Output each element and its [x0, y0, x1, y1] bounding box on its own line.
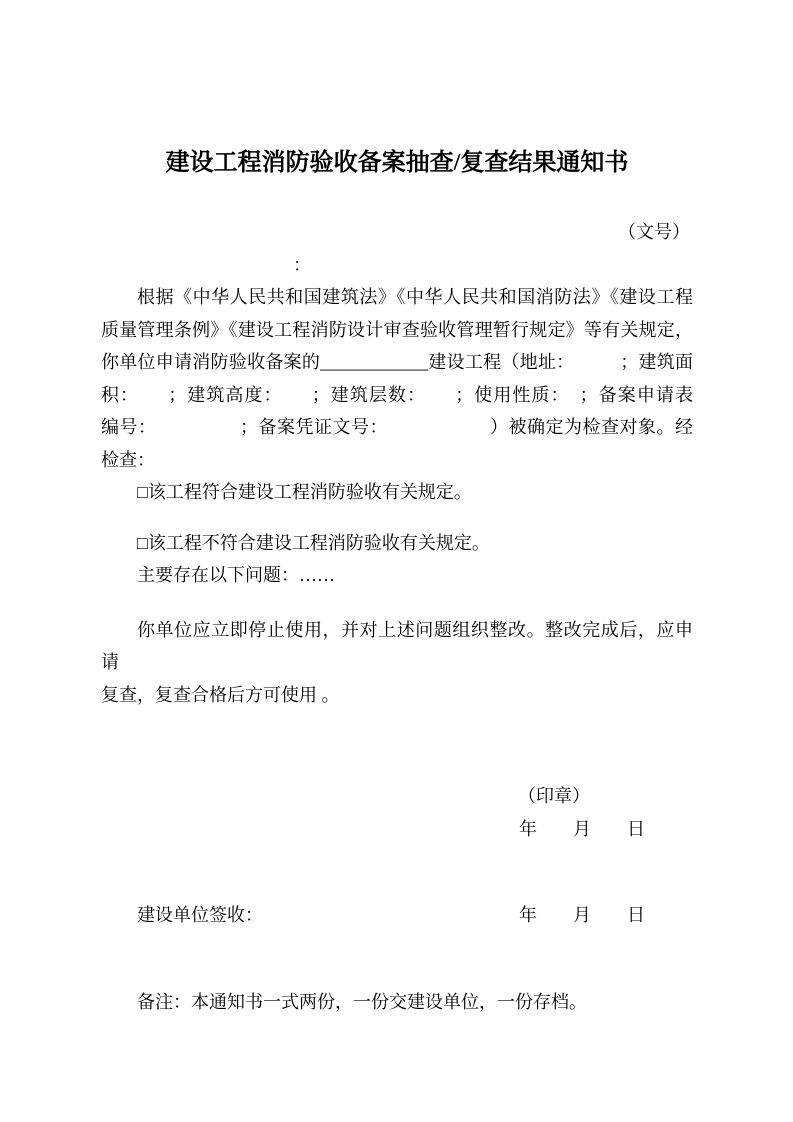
intro-line: 根据《中华人民共和国建筑法》《中华人民共和国消防法》《建设工程: [137, 287, 693, 307]
option-fail-label: 该工程不符合建设工程消防验收有关规定。: [147, 532, 490, 553]
sign-label: 建设单位签收：: [137, 905, 263, 925]
issue-date-line: 年 月 日: [519, 818, 645, 839]
sign-date-line: 年 月 日: [519, 905, 645, 925]
fail-checkbox-icon[interactable]: □: [137, 532, 148, 553]
option-fail: [101, 527, 693, 560]
intro-line-inspection-label: 检查：: [101, 449, 155, 470]
option-pass-label: 该工程符合建设工程消防验收有关规定。: [147, 482, 472, 502]
doc-number-placeholder: （文号）: [618, 222, 690, 242]
pass-checkbox-icon[interactable]: □: [137, 482, 148, 502]
spacer: [101, 845, 693, 899]
fail-problems-line: 主要存在以下问题：……: [137, 565, 335, 585]
spacer: [101, 592, 693, 614]
sign-row: [101, 899, 693, 932]
spacer: [101, 932, 693, 986]
stamp-placeholder: （印章）: [518, 786, 590, 806]
intro-line-project-blank: 你单位申请消防验收备案的____________建设工程（地址： ；建筑面: [101, 352, 693, 372]
intro-line: 质量管理条例》《建设工程消防设计审查验收管理暂行规定》等有关规定，: [101, 319, 693, 340]
rectify-line: 复查，复查合格后方可使用 。: [101, 684, 340, 705]
intro-line-building-fields: 积： ；建筑高度： ；建筑层数： ；使用性质： ；备案申请表: [101, 384, 693, 405]
document-title: 建设工程消防验收备案抽查/复查结果通知书: [165, 150, 629, 176]
spacer: [101, 711, 693, 780]
addressee-line: ：: [293, 254, 311, 275]
spacer: [101, 509, 693, 527]
footer-note: 备注：本通知书一式两份，一份交建设单位，一份存档。: [137, 991, 587, 1012]
intro-line-filing-fields: 编号： ；备案凭证文号： ）被确定为检查对象。经: [101, 417, 693, 437]
option-pass: [101, 476, 693, 509]
rectify-line: 你单位应立即停止使用，并对上述问题组织整改。整改完成后，应申请: [101, 619, 693, 672]
